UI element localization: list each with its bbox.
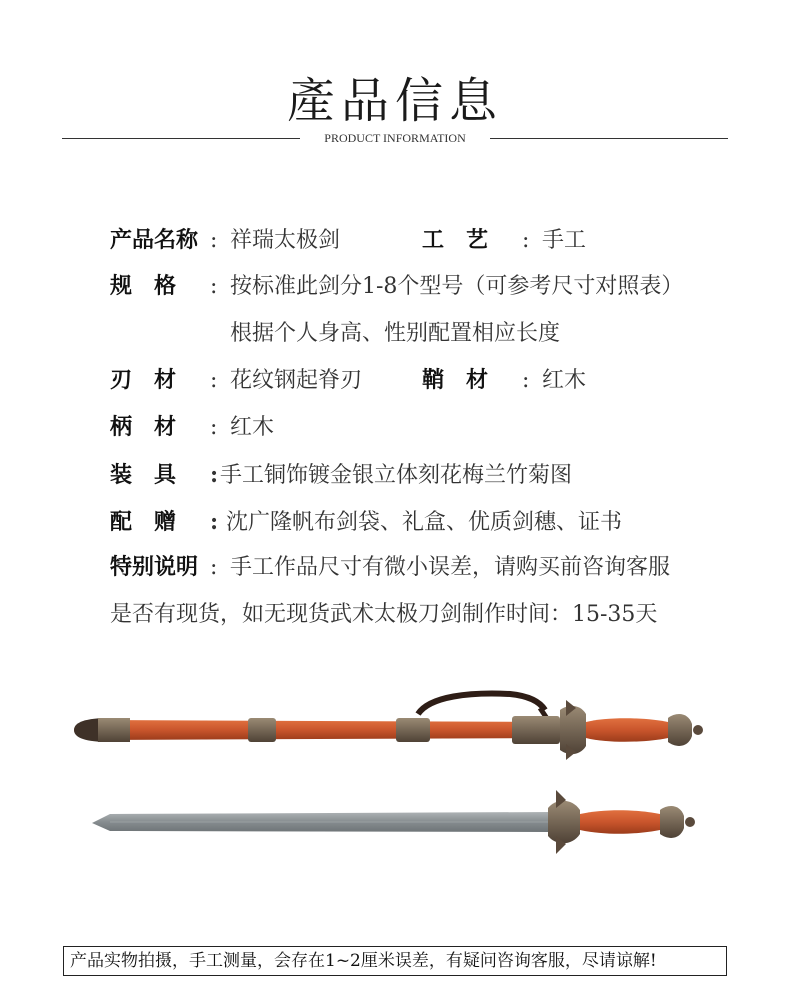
sheath-label: 鞘 材 <box>422 368 489 393</box>
name-value: 祥瑞太极剑 <box>230 228 341 253</box>
disclaimer-box: 产品实物拍摄，手工测量，会存在1~2厘米误差，有疑问咨询客服，尽请谅解! <box>63 946 727 976</box>
spec-row-fittings <box>110 460 572 491</box>
blade-value: 花纹钢起脊刃 <box>230 368 363 393</box>
unsheathed-sword <box>92 790 695 854</box>
note-value-2: 是否有现货，如无现货武术太极刀剑制作时间：15-35天 <box>110 602 658 627</box>
gift-label: 配 赠 <box>110 510 177 535</box>
title-divider-left <box>62 138 300 139</box>
spec-row-size <box>110 272 683 302</box>
colon: : <box>522 368 530 393</box>
fittings-value: 手工铜饰镀金银立体刻花梅兰竹菊图 <box>220 463 573 488</box>
sheathed-sword <box>74 694 703 760</box>
colon: : <box>210 509 219 535</box>
note-value: 手工作品尺寸有微小误差，请购买前咨询客服 <box>230 555 671 580</box>
spec-row-blade <box>110 366 587 396</box>
page-title: 產品信息 <box>286 73 503 129</box>
fittings-label: 装 具 <box>110 463 177 488</box>
colon: : <box>210 274 218 299</box>
colon: : <box>522 228 530 253</box>
size-label: 规 格 <box>110 274 177 299</box>
blade-label: 刃 材 <box>110 368 177 393</box>
craft-label: 工 艺 <box>422 228 489 253</box>
craft-value: 手工 <box>542 228 587 253</box>
handle-label: 柄 材 <box>110 415 177 440</box>
colon: : <box>210 462 219 488</box>
handle-value: 红木 <box>230 415 275 440</box>
title-divider-right <box>490 138 728 139</box>
note-label: 特别说明 <box>110 555 199 580</box>
size-value-2: 根据个人身高、性别配置相应长度 <box>230 321 561 346</box>
name-label: 产品名称 <box>110 228 199 253</box>
size-value: 按标准此剑分1-8个型号（可参考尺寸对照表） <box>230 274 684 299</box>
colon: : <box>210 228 218 253</box>
spec-row-size-2 <box>230 319 560 349</box>
colon: : <box>210 555 218 580</box>
page-subtitle: PRODUCT INFORMATION <box>324 131 466 145</box>
spec-row-name <box>110 226 587 256</box>
colon: : <box>210 415 218 440</box>
spec-row-gift <box>110 507 622 538</box>
sword-product-image <box>0 690 790 870</box>
sheath-value: 红木 <box>542 368 587 393</box>
spec-row-handle <box>110 413 274 443</box>
spec-row-note <box>110 553 670 583</box>
gift-value: 沈广隆帆布剑袋、礼盒、优质剑穗、证书 <box>226 510 623 535</box>
spec-row-note-2 <box>110 600 657 630</box>
colon: : <box>210 368 218 393</box>
